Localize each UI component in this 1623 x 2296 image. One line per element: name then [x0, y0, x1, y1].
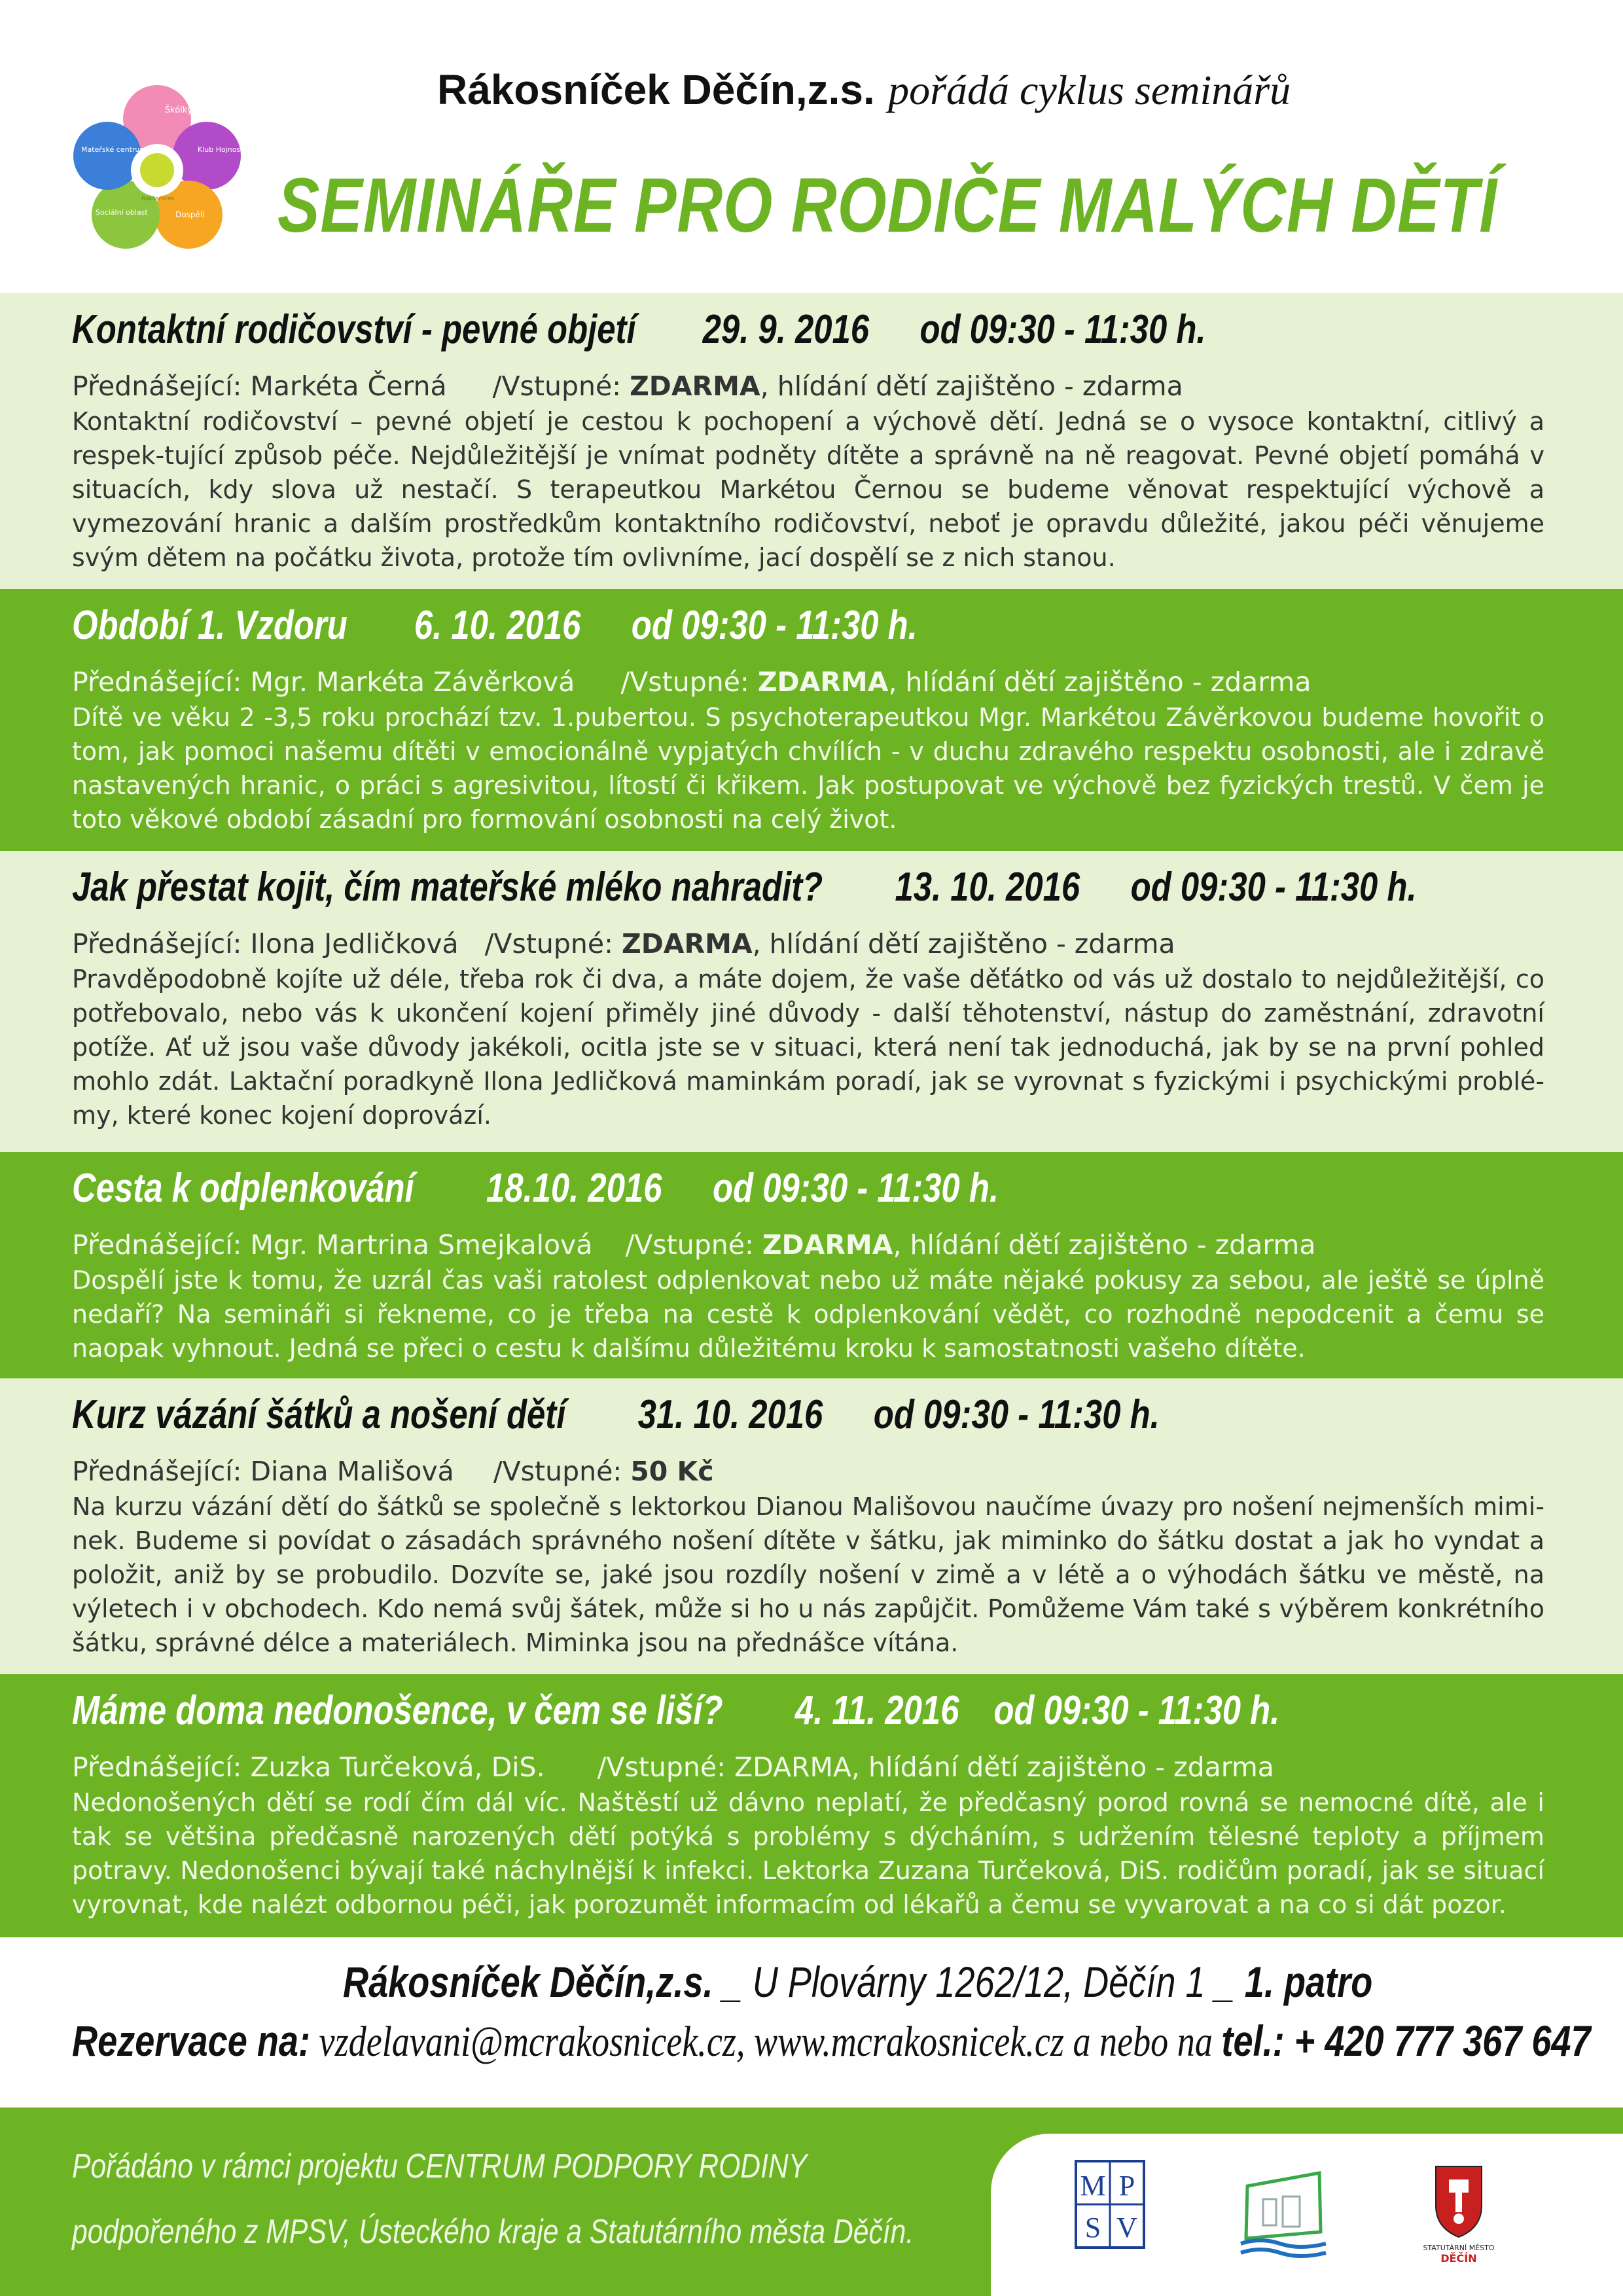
project-note	[72, 2134, 914, 2265]
organizer-line	[437, 65, 1291, 115]
seminar-title-row	[72, 602, 918, 649]
logo-petal-skolky: Škólky	[165, 105, 192, 115]
ustecky-kraj-logo	[1234, 2160, 1332, 2258]
seminar-section-2	[0, 589, 1623, 851]
speaker: Přednášející: Markéta Černá	[72, 370, 447, 402]
contact-org: Rákosníček Děčín,z.s.	[343, 1958, 713, 2006]
fee-value: ZDARMA	[630, 370, 760, 402]
fee-label: /Vstupné:	[620, 666, 749, 698]
contact-block	[0, 1937, 1623, 2094]
seminar-title: Máme doma nedonošence, v čem se liší?	[72, 1688, 723, 1733]
fee-value: 50 Kč	[630, 1456, 714, 1487]
speaker: Přednášející: Mgr. Martrina Smejkalová	[72, 1229, 593, 1261]
seminar-time: od 09:30 - 11:30 h.	[631, 603, 918, 648]
fee-label: /Vstupné:	[493, 1456, 622, 1487]
seminar-title: Kurz vázání šátků a nošení dětí	[72, 1392, 566, 1437]
seminar-time: od 09:30 - 11:30 h.	[1130, 865, 1417, 910]
svg-text:V: V	[1116, 2212, 1137, 2244]
seminar-description: Kontaktní rodičovství – pevné objetí je cestou k pochopení a výchově dětí. Jedná se o vysoce kontaktní, citlivý a respek-tující způsob péče. Nejdůležitější je vnímat podněty dítěte a správně na ně reagovat. Pevné objetí pomáhá v situacích, kdy slova už nestačí. S terapeutkou Markétou Černou se budeme věnovat respektující výchově a vymezování hranic a dalším prostředkům kontaktního rodičovství, neboť je opravdu důležité, jakou péči věnujeme svým dětem na počátku života, protože tím ovlivníme, jací dospělí se z nich stanou.	[72, 407, 1544, 572]
svg-text:M: M	[1080, 2170, 1106, 2202]
flower-logo	[65, 79, 249, 262]
contact-floor: 1. patro	[1244, 1958, 1373, 2006]
seminar-title-row	[72, 306, 1206, 353]
seminar-speaker-line	[72, 1751, 1274, 1783]
seminar-time: od 09:30 - 11:30 h.	[873, 1392, 1160, 1437]
project-note-line-1: Pořádáno v rámci projektu CENTRUM PODPORY RODINY	[72, 2147, 808, 2185]
fee-label: /Vstupné:	[484, 928, 613, 960]
seminar-section-6	[0, 1674, 1623, 1937]
seminar-description: Dospělí jste k tomu, že uzrál čas vaši ratolest odplenkovat nebo už máte nějaké pokusy za sebou, ale ještě se úplně nedaří? Na semináři si řekneme, co je třeba na cestě k odplenkování vědět, co rozhodně nepodcenit a čemu se naopak vyhnout. Jedná se přeci o cestu k dalšímu důležitému kroku k samostatnosti vašeho dítěte.	[72, 1266, 1544, 1363]
speaker: Přednášející: Mgr. Markéta Závěrková	[72, 666, 575, 698]
seminar-date: 18.10. 2016	[486, 1166, 662, 1211]
seminar-date: 29. 9. 2016	[702, 307, 870, 352]
seminar-speaker-line	[72, 1456, 714, 1487]
contact-address: _ U Plovárny 1262/12, Děčín 1 _	[713, 1958, 1245, 2006]
fee-label: /Vstupné:	[625, 1229, 754, 1261]
decin-caption-top: STATUTÁRNÍ MĚSTO	[1423, 2244, 1495, 2252]
contact-address-line	[343, 1957, 1372, 2007]
seminar-time: od 09:30 - 11:30 h.	[712, 1166, 999, 1211]
speaker: Přednášející: Ilona Jedličková	[72, 928, 459, 960]
seminar-title: Období 1. Vzdoru	[72, 603, 348, 648]
logo-center-text: Rákosníček	[141, 196, 175, 202]
seminar-section-1	[0, 293, 1623, 589]
seminar-date: 13. 10. 2016	[895, 865, 1080, 910]
logo-petal-materske: Mateřské centrum	[81, 145, 147, 154]
mpsv-logo	[1075, 2160, 1145, 2249]
footer-band	[0, 2108, 1623, 2296]
seminar-time: od 09:30 - 11:30 h.	[993, 1688, 1280, 1733]
seminar-title-row	[72, 1687, 1279, 1734]
seminar-title-row	[72, 1391, 1160, 1438]
fee-value: ZDARMA	[734, 1751, 851, 1783]
svg-text:P: P	[1118, 2170, 1135, 2202]
svg-text:S: S	[1084, 2212, 1101, 2244]
seminar-description: Pravděpodobně kojíte už déle, třeba rok či dva, a máte dojem, že vaše děťátko od vás už dostalo to nejdůležitější, co potřebovalo, nebo vás k ukončení kojení přiměly jiné důvody - další těhotenství, nástup do zaměstnání, zdravotní potíže. Ať už jsou vaše důvody jakékoli, ocitla jste se v situaci, která není tak jednoduchá, jak by se na první pohled mohlo zdát. Laktační poradkyně Ilona Jedličková maminkám poradí, jak se vyrovnat s fyzickými i psychickými problé-my, které konec kojení doprovází.	[72, 965, 1544, 1130]
seminar-date: 31. 10. 2016	[637, 1392, 823, 1437]
seminar-title-row	[72, 1165, 999, 1211]
partners-logos	[991, 2134, 1623, 2296]
seminar-speaker-line	[72, 370, 1183, 402]
fee-value: ZDARMA	[762, 1229, 893, 1261]
fee-label: /Vstupné:	[597, 1751, 726, 1783]
seminar-title: Cesta k odplenkování	[72, 1166, 414, 1211]
seminar-section-5	[0, 1378, 1623, 1674]
logo-petal-klub: Klub Hojnosti	[198, 145, 245, 154]
seminar-description: Dítě ve věku 2 -3,5 roku prochází tzv. 1.pubertou. S psychoterapeutkou Mgr. Markétou Závěrkovou budeme hovořit o tom, jak pomoci našemu dítěti v emocionálně vypjatých chvílích - v duchu zdravého respektu osobnosti, ale i zdravě nastavených hranic, o práci s agresivitou, lítostí či křikem. Jak postupovat ve výchově bez fyzických trestů. V čem je toto věkové období zásadní pro formování osobnosti na celý život.	[72, 703, 1544, 834]
seminar-description: Nedonošených dětí se rodí čím dál víc. Naštěstí už dávno neplatí, že předčasný porod rovná se nemocné dítě, ale i tak se většina předčasně narozených dětí potýká s problémy s dýcháním, s udržením tělesné teploty a příjmem potravy. Nedonošenci bývají také náchylnější k infekci. Lektorka Zuzana Turčeková, DiS. rodičům poradí, jak se situací vyrovnat, kde nalézt odbornou péči, jak porozumět informacím od lékařů a čemu se vyvarovat a na co si dát pozor.	[72, 1788, 1544, 1919]
project-note-line-2: podpořeného z MPSV, Ústeckého kraje a Statutárního města Děčín.	[72, 2213, 914, 2251]
organizer-name: Rákosníček Děčín,z.s.	[437, 66, 875, 113]
fee-note: , hlídání dětí zajištěno - zdarma	[760, 370, 1183, 402]
tel-number[interactable]: + 420 777 367 647	[1284, 2017, 1591, 2065]
page-title: SEMINÁŘE PRO RODIČE MALÝCH DĚTÍ	[277, 162, 1497, 249]
fee-note: , hlídání dětí zajištěno - zdarma	[752, 928, 1175, 960]
seminar-date: 4. 11. 2016	[794, 1688, 959, 1733]
contact-reservation-line	[72, 2016, 1591, 2067]
speaker: Přednášející: Diana Mališová	[72, 1456, 454, 1487]
poster-header	[0, 0, 1623, 293]
fee-label: /Vstupné:	[492, 370, 622, 402]
logo-petal-socialni: Sociální oblast	[96, 208, 148, 217]
speaker: Přednášející: Zuzka Turčeková, DiS.	[72, 1751, 545, 1783]
decin-caption-bottom: DĚČÍN	[1440, 2252, 1477, 2265]
seminar-speaker-line	[72, 1229, 1315, 1261]
fee-note: , hlídání dětí zajištěno - zdarma	[851, 1751, 1274, 1783]
seminar-title: Jak přestat kojit, čím mateřské mléko nahradit?	[72, 865, 823, 910]
seminar-speaker-line	[72, 666, 1311, 698]
decin-coat-of-arms	[1410, 2160, 1508, 2265]
fee-note: , hlídání dětí zajištěno - zdarma	[888, 666, 1311, 698]
seminar-title-row	[72, 864, 1417, 910]
seminar-section-4	[0, 1152, 1623, 1378]
fee-value: ZDARMA	[757, 666, 889, 698]
reservation-links[interactable]: vzdelavani@mcrakosnicek.cz, www.mcrakosnicek.cz a nebo na	[310, 2018, 1222, 2066]
fee-note: , hlídání dětí zajištěno - zdarma	[893, 1229, 1316, 1261]
organizer-subtitle: pořádá cyklus seminářů	[888, 67, 1291, 113]
seminar-description: Na kurzu vázání dětí do šátků se společně s lektorkou Dianou Mališovou naučíme úvazy pro nošení nejmenších mimi-nek. Budeme si povídat o zásadách správného nošení dítěte v šátku, jak miminko do šátku dostat a jak ho vyndat a položit, aniž by se probudilo. Dozvíte se, jaké jsou rozdíly nošení v zimě a v létě a o výhodách šátku ve městě, na výletech i v obchodech. Kdo nemá svůj šátek, může si ho u nás zapůjčit. Pomůžeme Vám také s výběrem konkrétního šátku, správné délce a materiálech. Miminka jsou na přednášce vítána.	[72, 1492, 1544, 1657]
reservation-label: Rezervace na:	[72, 2017, 311, 2065]
seminar-date: 6. 10. 2016	[414, 603, 581, 648]
logo-petal-dospeli: Dospělí	[175, 210, 205, 219]
seminar-time: od 09:30 - 11:30 h.	[919, 307, 1206, 352]
seminar-title: Kontaktní rodičovství - pevné objetí	[72, 307, 636, 352]
seminar-speaker-line	[72, 928, 1175, 960]
seminar-section-3	[0, 851, 1623, 1152]
fee-value: ZDARMA	[622, 928, 753, 960]
tel-label: tel.:	[1221, 2017, 1285, 2065]
